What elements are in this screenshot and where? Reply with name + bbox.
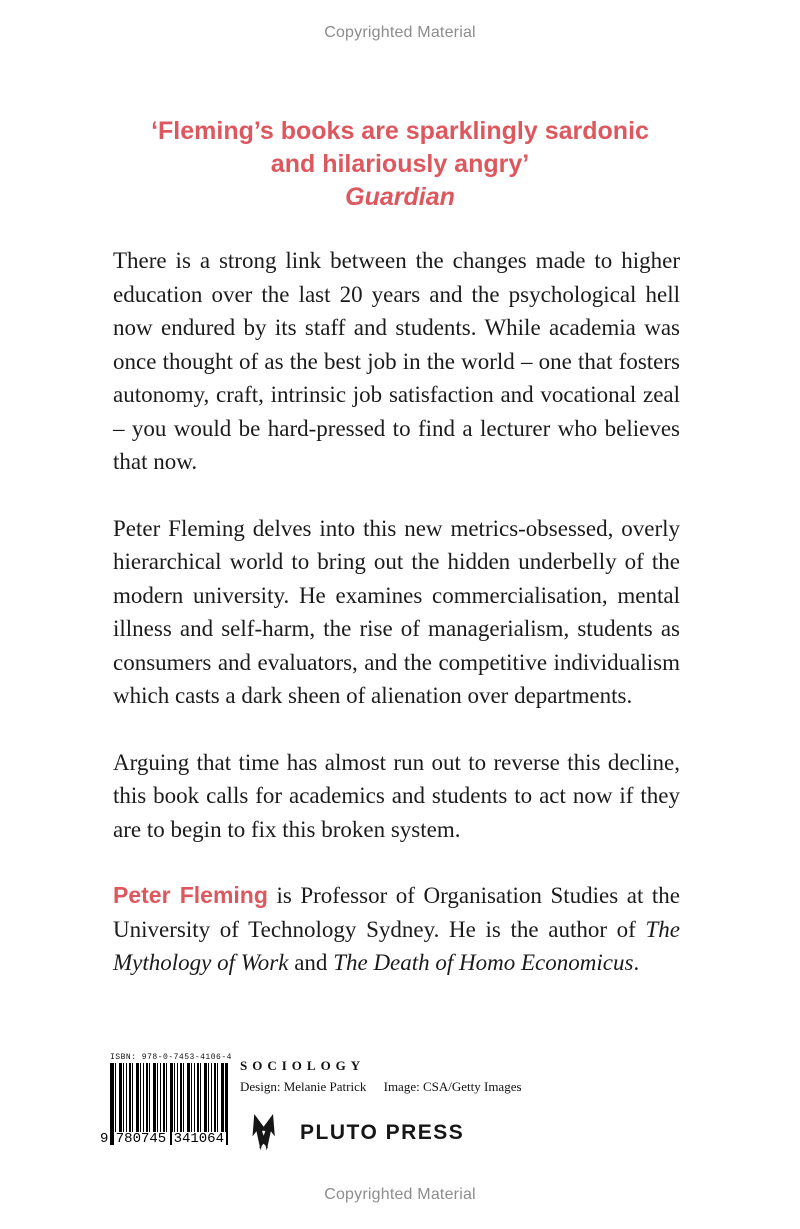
author-bio-text-3: . <box>633 950 640 975</box>
barcode-group-2: 341064 <box>173 1131 224 1147</box>
author-name: Peter Fleming <box>113 882 268 908</box>
pluto-press-logo-icon <box>240 1109 286 1157</box>
publisher-info-block <box>240 1058 680 1157</box>
isbn-barcode-block <box>100 1053 232 1147</box>
review-quote <box>60 115 740 214</box>
publisher-name: PLUTO PRESS <box>300 1121 465 1144</box>
review-quote-attribution: Guardian <box>345 183 455 211</box>
image-credit: Image: CSA/Getty Images <box>383 1079 522 1094</box>
copyright-notice-bottom: Copyrighted Material <box>324 1186 476 1203</box>
barcode-lead-digit: 9 <box>100 1131 109 1147</box>
barcode <box>100 1063 228 1147</box>
blurb-text <box>113 244 680 1013</box>
book-title-1: The Mythology of Work <box>113 916 680 975</box>
category-label: SOCIOLOGY <box>240 1058 366 1073</box>
review-quote-line1: ‘Fleming’s books are sparklingly sardonic <box>151 117 649 145</box>
author-bio-text-1: is Professor of Organisation Studies at the University of Technology Sydney. He is the author of <box>113 883 680 942</box>
isbn-label: ISBN: 978-0-7453-4106-4 <box>110 1053 232 1062</box>
review-quote-line2: and hilariously angry’ <box>270 150 530 178</box>
barcode-digits <box>100 1131 226 1147</box>
author-bio-text-2: and <box>288 950 334 975</box>
blurb-paragraph-1: There is a strong link between the changes made to higher education over the last 20 years and the psychological hell now endured by its staff and students. While academia was once thought of as the best job in the world – one that fosters autonomy, craft, intrinsic job satisfaction and vocational zeal – you would be hard-pressed to find a lecturer who believes that now. <box>113 248 680 474</box>
design-credit: Design: Melanie Patrick <box>240 1079 367 1094</box>
blurb-paragraph-2: Peter Fleming delves into this new metrics-obsessed, overly hierarchical world to bring out the hidden underbelly of the modern university. He examines commercialisation, mental illness and self-harm, the rise of managerialism, students as consumers and evaluators, and the competitive individualism which casts a dark sheen of alienation over departments. <box>113 515 680 708</box>
credits-line <box>240 1079 680 1095</box>
book-title-2: The Death of Homo Economicus <box>333 950 634 975</box>
publisher-row <box>240 1109 680 1157</box>
barcode-group-1: 780745 <box>115 1131 167 1147</box>
copyright-notice-top: Copyrighted Material <box>324 24 476 41</box>
blurb-paragraph-3: Arguing that time has almost run out to reverse this decline, this book calls for academics and students to act now if they are to begin to fix this broken system. <box>113 749 680 842</box>
author-bio <box>113 879 680 980</box>
